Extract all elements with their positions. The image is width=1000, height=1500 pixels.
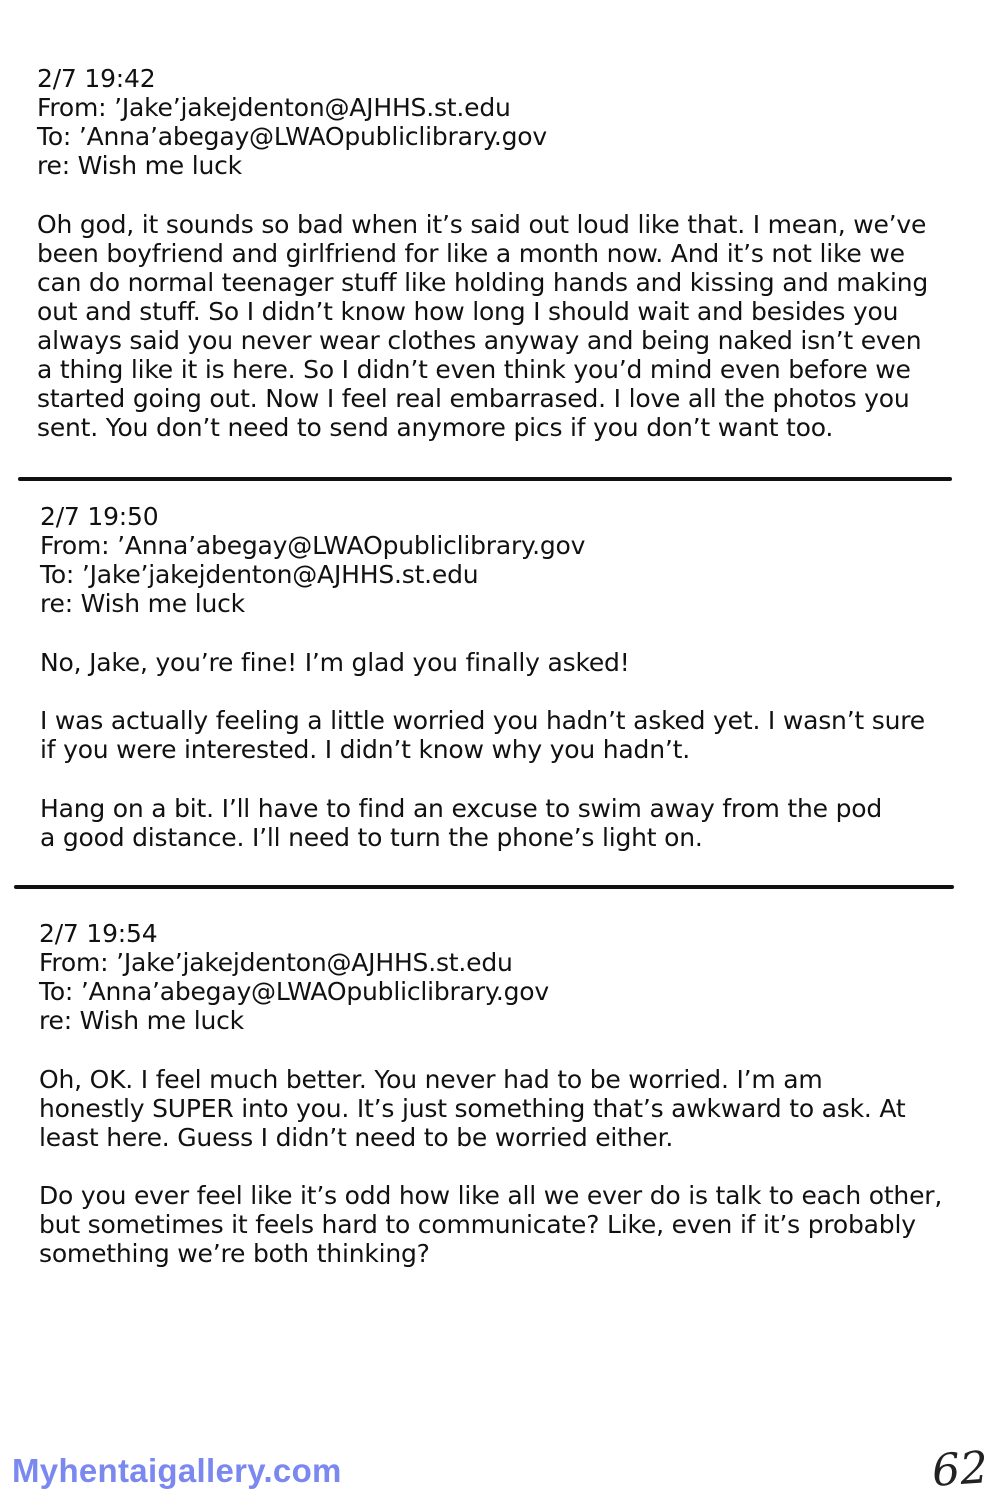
email-timestamp: 2/7 19:42 [37, 64, 156, 93]
email-body-line: honestly SUPER into you. It’s just something that’s awkward to ask. At [39, 1094, 906, 1123]
email-to: To: ’Anna’abegay@LWAOpubliclibrary.gov [39, 977, 549, 1006]
email-body-line: if you were interested. I didn’t know why you hadn’t. [40, 735, 690, 764]
email-body-line: something we’re both thinking? [39, 1239, 430, 1268]
email-body-line: a thing like it is here. So I didn’t even think you’d mind even before we [37, 355, 911, 384]
email-body-line: can do normal teenager stuff like holding hands and kissing and making [37, 268, 929, 297]
email-body-line: been boyfriend and girlfriend for like a month now. And it’s not like we [37, 239, 905, 268]
page-number: 62 [930, 1442, 990, 1497]
email-body-line: Do you ever feel like it’s odd how like all we ever do is talk to each other, [39, 1181, 943, 1210]
divider [14, 885, 954, 889]
email-body-line: Oh, OK. I feel much better. You never had to be worried. I’m am [39, 1065, 823, 1094]
email-from: From: ’Jake’jakejdenton@AJHHS.st.edu [39, 948, 513, 977]
watermark-text: Myhentaigallery.com [12, 1452, 342, 1489]
email-timestamp: 2/7 19:54 [39, 919, 158, 948]
email-timestamp: 2/7 19:50 [40, 502, 159, 531]
email-body-line: but sometimes it feels hard to communicate? Like, even if it’s probably [39, 1210, 916, 1239]
email-body-line: No, Jake, you’re fine! I’m glad you finally asked! [40, 648, 630, 677]
email-from: From: ’Anna’abegay@LWAOpubliclibrary.gov [40, 531, 586, 560]
email-body-line: Oh god, it sounds so bad when it’s said out loud like that. I mean, we’ve [37, 210, 927, 239]
email-body-line: out and stuff. So I didn’t know how long I should wait and besides you [37, 297, 899, 326]
email-body-line: always said you never wear clothes anyway and being naked isn’t even [37, 326, 922, 355]
email-subject: re: Wish me luck [40, 589, 245, 618]
email-body-line: started going out. Now I feel real embarrased. I love all the photos you [37, 384, 910, 413]
email-subject: re: Wish me luck [37, 151, 242, 180]
email-body-line: I was actually feeling a little worried you hadn’t asked yet. I wasn’t sure [40, 706, 925, 735]
divider [18, 477, 952, 481]
email-to: To: ’Jake’jakejdenton@AJHHS.st.edu [40, 560, 479, 589]
email-body-line: least here. Guess I didn’t need to be worried either. [39, 1123, 674, 1152]
email-body-line: Hang on a bit. I’ll have to find an excuse to swim away from the pod [40, 794, 883, 823]
email-body-line: sent. You don’t need to send anymore pics if you don’t want too. [37, 413, 834, 442]
email-from: From: ’Jake’jakejdenton@AJHHS.st.edu [37, 93, 511, 122]
email-body-line: a good distance. I’ll need to turn the phone’s light on. [40, 823, 703, 852]
email-subject: re: Wish me luck [39, 1006, 244, 1035]
email-to: To: ’Anna’abegay@LWAOpubliclibrary.gov [37, 122, 547, 151]
